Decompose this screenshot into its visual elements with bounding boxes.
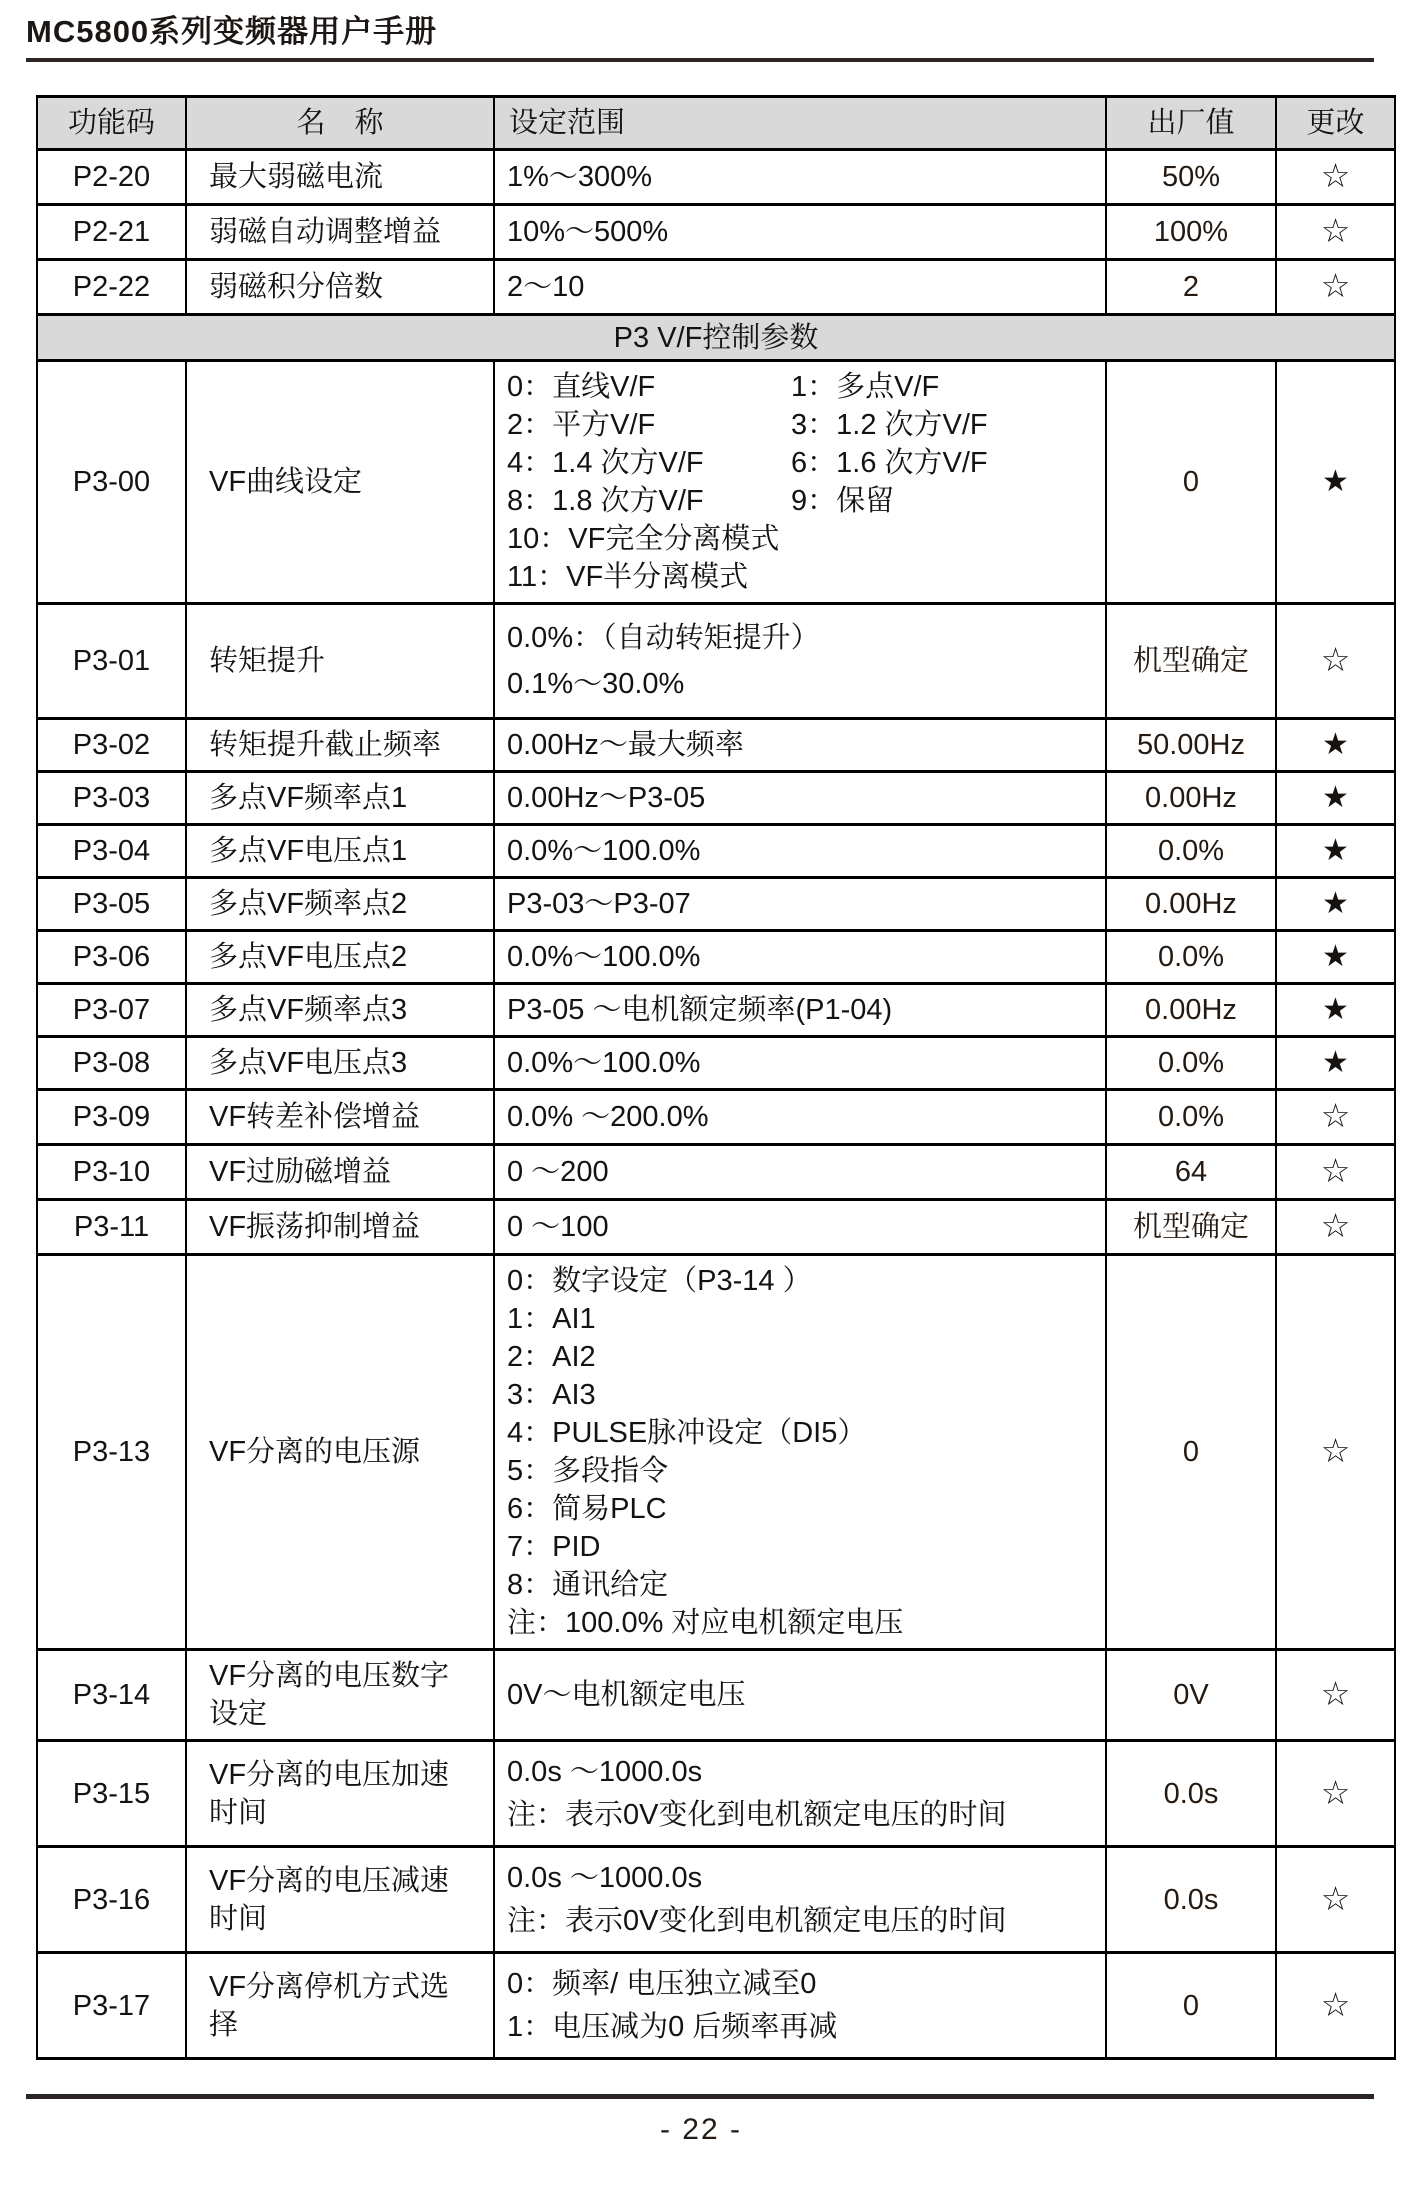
param-code-cell: P3-00 <box>37 361 186 604</box>
param-name-line: 多点VF电压点2 <box>209 941 408 973</box>
param-name-cell <box>186 1953 494 2059</box>
setting-range-segment: 3：1.2 次方V/F <box>791 409 988 441</box>
star-filled-icon: ★ <box>1322 728 1349 761</box>
change-permission-cell <box>1276 1650 1395 1741</box>
star-open-icon: ☆ <box>1320 1675 1351 1712</box>
parameter-table <box>36 95 1396 2060</box>
change-permission-cell <box>1276 1145 1395 1200</box>
factory-value-cell: 0.0% <box>1106 1037 1276 1090</box>
setting-range-segment: 9：保留 <box>791 485 895 517</box>
setting-range-segment: 4：PULSE脉冲设定（DI5） <box>507 1417 867 1449</box>
param-code-cell: P3-04 <box>37 825 186 878</box>
param-name-line: 转矩提升截止频率 <box>209 729 442 761</box>
table-row <box>37 825 1395 878</box>
factory-value-cell: 2 <box>1106 260 1276 315</box>
param-name-line: 时间 <box>209 1796 268 1829</box>
factory-value-cell: 0.0% <box>1106 825 1276 878</box>
setting-range-segment: 0：频率/ 电压独立减至0 <box>507 1968 817 2000</box>
change-permission-cell <box>1276 361 1395 604</box>
factory-value-cell: 0.0s <box>1106 1741 1276 1847</box>
setting-range-segment: 0.0%～100.0% <box>507 1047 701 1079</box>
star-filled-icon: ★ <box>1322 465 1349 498</box>
change-permission-cell <box>1276 1200 1395 1255</box>
param-name-line: VF曲线设定 <box>209 466 363 498</box>
change-permission-cell <box>1276 1090 1395 1145</box>
setting-range-cell <box>494 361 1106 604</box>
param-name-line: VF分离的电压减速 <box>209 1864 450 1897</box>
setting-range-cell <box>494 1090 1106 1145</box>
setting-range-segment: 3：AI3 <box>507 1379 596 1411</box>
param-name-line: VF分离的电压加速 <box>209 1758 450 1791</box>
star-open-icon: ☆ <box>1320 1879 1351 1917</box>
table-row <box>37 205 1395 260</box>
change-permission-cell <box>1276 1953 1395 2059</box>
footer-rule <box>26 2094 1374 2099</box>
page-number: - 22 - <box>659 2113 743 2146</box>
change-permission-cell <box>1276 878 1395 931</box>
setting-range-line <box>507 619 1105 657</box>
setting-range-cell <box>494 772 1106 825</box>
param-name-line: 多点VF频率点2 <box>209 888 408 920</box>
setting-range-line <box>507 938 1105 976</box>
setting-range-segment: 0：直线V/F <box>507 371 656 403</box>
setting-range-segment: 0.0%～100.0% <box>507 835 701 867</box>
change-permission-cell <box>1276 931 1395 984</box>
factory-value-cell: 0 <box>1106 1953 1276 2059</box>
param-code-cell: P3-15 <box>37 1741 186 1847</box>
setting-range-line <box>507 779 1105 817</box>
star-filled-icon: ★ <box>1322 1046 1349 1079</box>
star-open-icon: ☆ <box>1320 267 1351 304</box>
setting-range-line <box>507 726 1105 764</box>
param-code-cell: P3-07 <box>37 984 186 1037</box>
param-name-cell <box>186 260 494 315</box>
setting-range-line <box>507 1338 1105 1376</box>
table-row <box>37 1037 1395 1090</box>
table-row <box>37 1953 1395 2059</box>
star-open-icon: ☆ <box>1320 1773 1351 1811</box>
factory-value-cell: 64 <box>1106 1145 1276 1200</box>
setting-range-line <box>507 444 1105 482</box>
setting-range-line <box>507 832 1105 870</box>
setting-range-segment: 10：VF完全分离模式 <box>507 523 780 555</box>
param-code-cell: P3-01 <box>37 604 186 719</box>
star-filled-icon: ★ <box>1322 940 1349 973</box>
factory-value-cell: 机型确定 <box>1106 604 1276 719</box>
param-name-line: 择 <box>209 2008 239 2041</box>
param-code-cell: P3-17 <box>37 1953 186 2059</box>
setting-range-line <box>507 268 1105 306</box>
param-name-cell <box>186 1200 494 1255</box>
factory-value-cell: 0.00Hz <box>1106 878 1276 931</box>
setting-range-segment: 0.0% ～200.0% <box>507 1101 709 1133</box>
table-row <box>37 1847 1395 1953</box>
param-code-cell: P3-05 <box>37 878 186 931</box>
setting-range-line <box>507 885 1105 923</box>
star-open-icon: ☆ <box>1320 1207 1351 1244</box>
param-name-line: 多点VF电压点1 <box>209 835 408 867</box>
param-code-cell: P2-22 <box>37 260 186 315</box>
setting-range-cell <box>494 825 1106 878</box>
section-header: P3 V/F控制参数 <box>37 315 1395 361</box>
setting-range-line <box>507 1452 1105 1490</box>
setting-range-segment: 0.00Hz～最大频率 <box>507 729 744 761</box>
setting-range-line <box>507 158 1105 196</box>
setting-range-segment: P3-03～P3-07 <box>507 888 691 920</box>
param-name-line: 最大弱磁电流 <box>209 161 384 193</box>
table-body <box>37 150 1395 2059</box>
table-row <box>37 1200 1395 1255</box>
setting-range-line <box>507 1153 1105 1191</box>
star-open-icon: ☆ <box>1320 641 1351 678</box>
star-open-icon: ☆ <box>1320 157 1351 194</box>
table-row <box>37 1650 1395 1741</box>
setting-range-segment: 0V～电机额定电压 <box>507 1679 746 1711</box>
setting-range-line <box>507 1796 1105 1834</box>
star-filled-icon: ★ <box>1322 834 1349 867</box>
param-name-cell <box>186 1037 494 1090</box>
setting-range-segment: 0.0%～100.0% <box>507 941 701 973</box>
setting-range-cell <box>494 604 1106 719</box>
param-code-cell: P3-09 <box>37 1090 186 1145</box>
param-name-line: VF分离停机方式选 <box>209 1970 450 2003</box>
setting-range-segment: 1%～300% <box>507 161 653 193</box>
header-row <box>37 97 1395 150</box>
setting-range-segment: 0.00Hz～P3-05 <box>507 782 706 814</box>
setting-range-segment: 10%～500% <box>507 216 669 248</box>
param-name-line: 设定 <box>209 1698 268 1730</box>
change-permission-cell <box>1276 604 1395 719</box>
star-open-icon: ☆ <box>1320 1985 1351 2023</box>
factory-value-cell: 机型确定 <box>1106 1200 1276 1255</box>
param-name-line: VF分离的电压数字 <box>209 1660 450 1692</box>
factory-value-cell: 0V <box>1106 1650 1276 1741</box>
setting-range-line <box>507 1262 1105 1300</box>
setting-range-cell <box>494 1145 1106 1200</box>
param-name-line: 时间 <box>209 1902 268 1935</box>
table-row <box>37 604 1395 719</box>
setting-range-segment: 5：多段指令 <box>507 1455 669 1487</box>
table-header <box>37 97 1395 150</box>
change-permission-cell <box>1276 1847 1395 1953</box>
param-name-cell <box>186 150 494 205</box>
setting-range-cell <box>494 878 1106 931</box>
setting-range-segment: 7：PID <box>507 1531 601 1563</box>
param-code-cell: P3-10 <box>37 1145 186 1200</box>
star-open-icon: ☆ <box>1320 1097 1351 1134</box>
param-code-cell: P3-06 <box>37 931 186 984</box>
setting-range-segment: 0.0%：（自动转矩提升） <box>507 622 820 654</box>
setting-range-segment: 注：表示0V变化到电机额定电压的时间 <box>507 1905 1007 1937</box>
table-row <box>37 1145 1395 1200</box>
change-permission-cell <box>1276 150 1395 205</box>
factory-value-cell: 0.00Hz <box>1106 984 1276 1037</box>
param-name-line: 多点VF电压点3 <box>209 1047 408 1079</box>
setting-range-segment: 0.1%～30.0% <box>507 668 685 700</box>
setting-range-line <box>507 1528 1105 1566</box>
setting-range-segment: 1：AI1 <box>507 1303 596 1335</box>
table-row <box>37 260 1395 315</box>
column-header-factory-value: 出厂值 <box>1106 97 1276 150</box>
setting-range-cell <box>494 1255 1106 1650</box>
table-row <box>37 361 1395 604</box>
setting-range-line <box>507 482 1105 520</box>
table-row <box>37 150 1395 205</box>
factory-value-cell: 0 <box>1106 361 1276 604</box>
setting-range-line <box>507 1566 1105 1604</box>
setting-range-segment: 6：简易PLC <box>507 1493 667 1525</box>
param-name-cell <box>186 825 494 878</box>
param-name-line: 弱磁积分倍数 <box>209 271 384 303</box>
table-row <box>37 984 1395 1037</box>
setting-range-cell <box>494 1037 1106 1090</box>
factory-value-cell: 50.00Hz <box>1106 719 1276 772</box>
param-name-cell <box>186 984 494 1037</box>
param-name-cell <box>186 719 494 772</box>
param-code-cell: P3-16 <box>37 1847 186 1953</box>
table-row <box>37 719 1395 772</box>
param-code-cell: P3-02 <box>37 719 186 772</box>
param-name-cell <box>186 772 494 825</box>
table-row <box>37 878 1395 931</box>
setting-range-cell <box>494 1847 1106 1953</box>
setting-range-line <box>507 991 1105 1029</box>
factory-value-cell: 0.0% <box>1106 931 1276 984</box>
setting-range-line <box>507 1490 1105 1528</box>
change-permission-cell <box>1276 1741 1395 1847</box>
setting-range-cell <box>494 984 1106 1037</box>
param-name-cell <box>186 1255 494 1650</box>
column-header-change: 更改 <box>1276 97 1395 150</box>
change-permission-cell <box>1276 719 1395 772</box>
setting-range-line <box>507 1376 1105 1414</box>
change-permission-cell <box>1276 1255 1395 1650</box>
setting-range-line <box>507 1044 1105 1082</box>
setting-range-line <box>507 558 1105 596</box>
setting-range-line <box>507 520 1105 558</box>
setting-range-line <box>507 1098 1105 1136</box>
param-name-line: VF振荡抑制增益 <box>209 1211 421 1243</box>
setting-range-segment: 1：电压减为0 后频率再减 <box>507 2011 838 2043</box>
setting-range-cell <box>494 1650 1106 1741</box>
column-header-code: 功能码 <box>37 97 186 150</box>
factory-value-cell: 0.0% <box>1106 1090 1276 1145</box>
star-open-icon: ☆ <box>1320 1152 1351 1189</box>
param-name-line: 弱磁自动调整增益 <box>209 216 442 248</box>
factory-value-cell: 0.0s <box>1106 1847 1276 1953</box>
table-row <box>37 1090 1395 1145</box>
setting-range-cell <box>494 260 1106 315</box>
setting-range-cell <box>494 1200 1106 1255</box>
section-row <box>37 315 1395 361</box>
change-permission-cell <box>1276 260 1395 315</box>
param-name-cell <box>186 1741 494 1847</box>
star-open-icon: ☆ <box>1320 212 1351 249</box>
star-filled-icon: ★ <box>1322 781 1349 814</box>
param-name-line: 多点VF频率点3 <box>209 994 408 1026</box>
param-name-line: 转矩提升 <box>209 645 326 677</box>
table-row <box>37 772 1395 825</box>
page-title: MC5800系列变频器用户手册 <box>26 14 438 49</box>
setting-range-segment: 注：表示0V变化到电机额定电压的时间 <box>507 1799 1007 1831</box>
factory-value-cell: 100% <box>1106 205 1276 260</box>
param-code-cell: P3-03 <box>37 772 186 825</box>
factory-value-cell: 0.00Hz <box>1106 772 1276 825</box>
setting-range-cell <box>494 931 1106 984</box>
setting-range-segment: 0 ～200 <box>507 1156 609 1188</box>
param-name-cell <box>186 931 494 984</box>
setting-range-segment: 8：1.8 次方V/F <box>507 485 704 517</box>
table-row <box>37 931 1395 984</box>
setting-range-segment: 0.0s ～1000.0s <box>507 1862 703 1894</box>
change-permission-cell <box>1276 1037 1395 1090</box>
setting-range-segment: 8：通讯给定 <box>507 1569 669 1601</box>
setting-range-line <box>507 1208 1105 1246</box>
setting-range-cell <box>494 1953 1106 2059</box>
param-name-cell <box>186 604 494 719</box>
setting-range-line <box>507 1753 1105 1791</box>
setting-range-cell <box>494 1741 1106 1847</box>
factory-value-cell: 0 <box>1106 1255 1276 1650</box>
setting-range-cell <box>494 205 1106 260</box>
star-open-icon: ☆ <box>1320 1432 1351 1469</box>
param-code-cell: P3-13 <box>37 1255 186 1650</box>
setting-range-line <box>507 1965 1105 2003</box>
setting-range-line <box>507 1676 1105 1714</box>
star-filled-icon: ★ <box>1322 993 1349 1026</box>
setting-range-line <box>507 665 1105 703</box>
param-name-cell <box>186 878 494 931</box>
setting-range-segment: 0.0s ～1000.0s <box>507 1756 703 1788</box>
setting-range-line <box>507 406 1105 444</box>
setting-range-line <box>507 1604 1105 1642</box>
param-name-cell <box>186 1090 494 1145</box>
param-name-line: VF转差补偿增益 <box>209 1101 421 1133</box>
param-name-cell <box>186 361 494 604</box>
setting-range-line <box>507 213 1105 251</box>
param-code-cell: P3-14 <box>37 1650 186 1741</box>
table-row <box>37 1741 1395 1847</box>
param-name-line: 多点VF频率点1 <box>209 782 408 814</box>
setting-range-cell <box>494 150 1106 205</box>
setting-range-segment: 11：VF半分离模式 <box>507 561 749 593</box>
change-permission-cell <box>1276 772 1395 825</box>
setting-range-segment: 0 ～100 <box>507 1211 609 1243</box>
star-filled-icon: ★ <box>1322 887 1349 920</box>
param-name-cell <box>186 1650 494 1741</box>
setting-range-line <box>507 2008 1105 2046</box>
header-rule <box>26 58 1374 62</box>
setting-range-cell <box>494 719 1106 772</box>
param-code-cell: P2-20 <box>37 150 186 205</box>
param-name-cell <box>186 1847 494 1953</box>
setting-range-segment: 2：AI2 <box>507 1341 596 1373</box>
param-code-cell: P2-21 <box>37 205 186 260</box>
param-code-cell: P3-08 <box>37 1037 186 1090</box>
setting-range-segment: P3-05 ～电机额定频率(P1-04) <box>507 994 893 1026</box>
setting-range-segment: 注：100.0% 对应电机额定电压 <box>507 1607 904 1639</box>
param-name-line: VF分离的电压源 <box>209 1436 421 1468</box>
column-header-name: 名 称 <box>186 97 494 150</box>
param-code-cell: P3-11 <box>37 1200 186 1255</box>
setting-range-segment: 4：1.4 次方V/F <box>507 447 704 479</box>
param-name-cell <box>186 1145 494 1200</box>
change-permission-cell <box>1276 825 1395 878</box>
factory-value-cell: 50% <box>1106 150 1276 205</box>
setting-range-line <box>507 1902 1105 1940</box>
setting-range-segment: 1：多点V/F <box>791 371 940 403</box>
setting-range-segment: 2：平方V/F <box>507 409 656 441</box>
param-name-cell <box>186 205 494 260</box>
setting-range-line <box>507 1859 1105 1897</box>
setting-range-line <box>507 1414 1105 1452</box>
table-row <box>37 1255 1395 1650</box>
setting-range-segment: 0：数字设定（P3-14 ） <box>507 1265 812 1297</box>
setting-range-segment: 2～10 <box>507 271 585 303</box>
param-name-line: VF过励磁增益 <box>209 1156 392 1188</box>
setting-range-line <box>507 368 1105 406</box>
change-permission-cell <box>1276 205 1395 260</box>
change-permission-cell <box>1276 984 1395 1037</box>
setting-range-line <box>507 1300 1105 1338</box>
setting-range-segment: 6：1.6 次方V/F <box>791 447 988 479</box>
column-header-range: 设定范围 <box>494 97 1106 150</box>
